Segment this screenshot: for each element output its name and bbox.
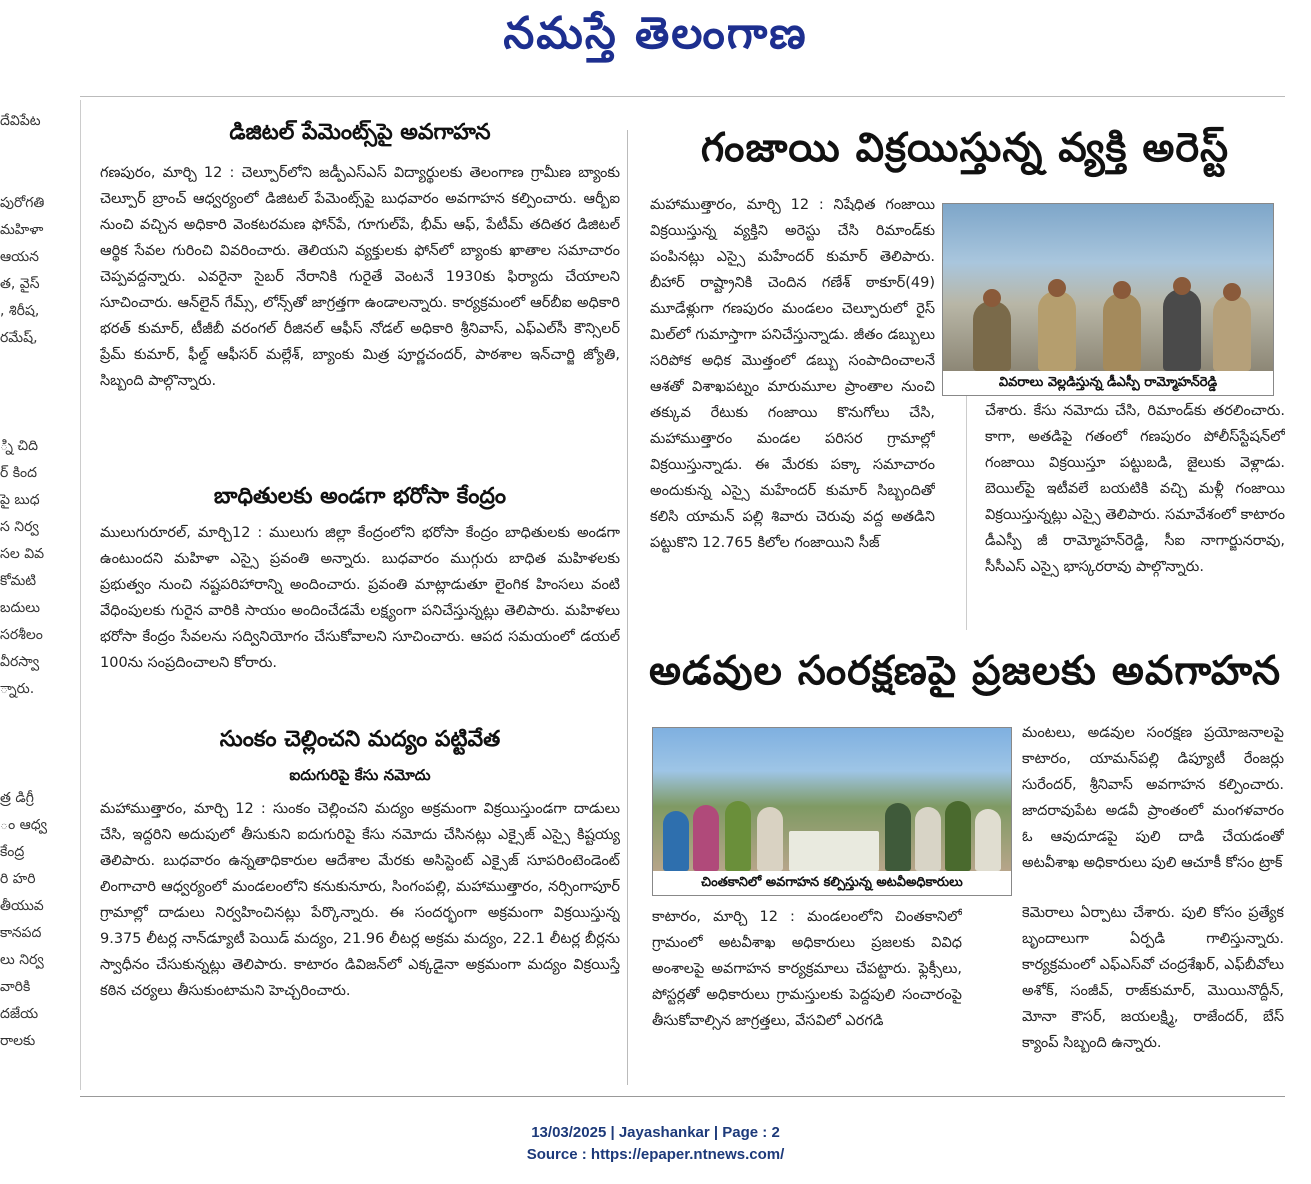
digital-payments-body: గణపురం, మార్చి 12 : చెల్పూర్‌లోని జడ్పీఎస్ఎస్ విద్యార్థులకు తెలంగాణ గ్రామీణ బ్యాంకు చెల్పూర్ బ్రాంచ్ ఆధ్వర్యంలో డిజిటల్ పేమెంట్స్‌పై బుధవారం అవగాహన కల్పించారు. ఆర్బీఐ నుంచి వచ్చిన అధికారి వెంకటరమణ ఫోన్‌పే, గూగుల్‌పే, భీమ్ ఆఫ్, పేటీమ్ తదితర డిజిటల్ ఆర్థిక సేవల గురించి వివరించారు. తెలియని వ్యక్తులకు ఫోన్‌లో బ్యాంకు ఖాతాల సమాచారం చెప్పవద్దన్నారు. ఎవరైనా సైబర్ నేరానికి గురైతే వెంటనే 1930కు ఫిర్యాదు చేయాలని సూచించారు. ఆన్‌లైన్ గేమ్స్, లోన్స్‌తో జాగ్రత్తగా ఉండాలన్నారు. కార్యక్రమంలో ఆర్‌బీఐ అధికారి భరత్ కుమార్, టీజీబీ వరంగల్ రీజినల్ ఆఫీస్ నోడల్ అధికారి శ్రీనివాస్, ఎఫ్ఎల్‌సీ కౌన్సిలర్ ప్రేమ్ కుమార్, ఫీల్డ్ ఆఫీసర్ మల్లేశ్, బ్యాంకు మిత్ర పూర్ణచందర్, పాఠశాల ఇన్‌చార్జి జ్యోతి, సిబ్బంది పాల్గొన్నారు. (100, 165, 620, 389)
margin-fragment: వారికి (0, 979, 31, 995)
forest-body-right-bottom: కెమెరాలు ఏర్పాటు చేశారు. పులి కోసం ప్రత్యేక బృందాలుగా ఏర్పడి గాలిస్తున్నారు. కార్యక్రమంలో ఎఫ్ఎస్‌వో చంద్రశేఖర్, ఎఫ్‌బీవోలు అశోక్, సంజీవ్, రాజ్‌కుమార్, మొయినొద్దీన్, మోనా కౌసర్, జయలక్ష్మి, రాజేందర్, బేస్ క్యాంప్ సిబ్బంది ఉన్నారు. (1022, 905, 1284, 1051)
margin-fragment: బదులు (0, 600, 40, 616)
left-gutter-rule (80, 100, 81, 1090)
ganja-headline: గంజాయి విక్రయిస్తున్న వ్యక్తి అరెస్ట్ (700, 125, 1230, 171)
column-divider (627, 130, 628, 1085)
ganja-body-part2: చేశారు. కేసు నమోదు చేసి, రిమాండ్‌కు తరలించారు. కాగా, అతడిపై గతంలో గణపురం పోలీస్‌స్టేషన్‌లో గంజాయి విక్రయిస్తూ పట్టుబడి, జైలుకు వెళ్లాడు. బెయిల్‌పై ఇటీవలే బయటికి వచ్చి మళ్లీ గంజాయి విక్రయిస్తున్నట్లు ఎస్సై తెలిపారు. సమావేశంలో కాటారం డీఎస్పీ జీ రామ్మోహన్‌రెడ్డి, సీఐ నాగార్జునరావు, సీసీఎస్ ఎస్సై భాస్కరరావు పాల్గొన్నారు. (985, 403, 1285, 575)
liquor-body: మహాముత్తారం, మార్చి 12 : సుంకం చెల్లించని మద్యం అక్రమంగా విక్రయిస్తుండగా దాడులు చేసి, ఇద్దరిని అదుపులో తీసుకుని ఐదుగురిపై కేసు నమోదు చేసినట్లు ఎక్సైజ్ ఎస్సై కిష్టయ్య తెలిపారు. బుధవారం ఉన్నతాధికారుల ఆదేశాల మేరకు అసిస్టెంట్ ఎక్సైజ్ సూపరింటెండెంట్ లింగాచారి ఆధ్వర్యంలో మండలంలోని కనుకునూరు, సింగంపల్లి, మహాముత్తారం, నర్సింగాపూర్ గ్రామాల్లో దాడులు నిర్వహించినట్లు పేర్కొన్నారు. ఈ సందర్భంగా అక్రమంగా విక్రయిస్తున్న 9.375 లీటర్ల నాన్‌డ్యూటీ పెయిడ్ మద్యం, 21.96 లీటర్ల అక్రమ మద్యం, 22.1 లీటర్ల బీర్లను స్వాధీనం చేసుకున్నట్లు తెలిపారు. కాటారం డివిజన్‌లో ఎక్కడైనా అక్రమంగా మద్యం విక్రయిస్తే కఠిన చర్యలు తీసుకుంటామని హెచ్చరించారు. (100, 801, 620, 999)
forest-body-left: కాటారం, మార్చి 12 : మండలంలోని చింతకానిలో గ్రామంలో అటవీశాఖ అధికారులు ప్రజలకు వివిధ అంశాలపై అవగాహన కార్యక్రమాలు చేపట్టారు. ఫ్లెక్సీలు, పోస్టర్లతో అధికారులు గ్రామస్తులకు పెద్దపులి సంచారంపై తీసుకోవాల్సిన జాగ్రత్తలు, వేసవిలో ఎరగడి (652, 909, 962, 1029)
margin-fragment: ర్ కింద (0, 465, 38, 481)
margin-fragment: పై బుధ (0, 492, 40, 508)
bharosa-body: ములుగురూరల్, మార్చి12 : ములుగు జిల్లా కేంద్రంలోని భరోసా కేంద్రం బాధితులకు అండగా ఉంటుందని మహిళా ఎస్సై ప్రవంతి అన్నారు. బుధవారం ముగ్గురు బాధిత మహిళలకు ప్రభుత్వం నుంచి నష్టపరిహారాన్ని అందించారు. ప్రవంతి మాట్లాడుతూ లైంగిక హింసలు వంటి వేధింపులకు గురైన వారికి సాయం అందించేడమే లక్ష్యంగా పనిచేస్తున్నట్లు తెలిపారు. మహిళలు భరోసా కేంద్రం సేవలను సద్వినియోగం చేసుకోవాలని సూచించారు. ఆపద సమయంలో డయల్ 100ను సంప్రదించాలని కోరారు. (100, 525, 620, 671)
margin-fragment: తీయువ (0, 898, 44, 914)
margin-fragment: స నిర్వ (0, 519, 39, 535)
margin-fragment: సరశీలం (0, 627, 43, 643)
margin-fragment: కేంద్ర (0, 844, 25, 860)
margin-fragment: సల వివ (0, 546, 45, 562)
masthead: నమస్తే తెలంగాణ (503, 8, 808, 59)
margin-fragment: దజేయ (0, 1006, 39, 1022)
margin-fragment: వీరస్వా (0, 654, 40, 670)
margin-fragment: ఆయన (0, 249, 40, 265)
digital-payments-headline: డిజిటల్ పేమెంట్స్‌పై అవగాహన (229, 120, 491, 145)
margin-fragment: పురోగతి (0, 195, 45, 211)
dsp-press-photo (942, 203, 1274, 372)
margin-fragment: కానపద (0, 925, 42, 941)
footer-source[interactable]: Source : https://epaper.ntnews.com/ (526, 1146, 785, 1163)
margin-fragment: ం ఆధ్వ (0, 817, 48, 833)
margin-fragment: , శిరీష, (0, 303, 40, 319)
margin-fragment: రమేష్, (0, 330, 38, 346)
bottom-rule (80, 1096, 1285, 1097)
bharosa-headline: బాధితులకు అండగా భరోసా కేంద్రం (213, 484, 507, 509)
margin-fragment: కోమటి (0, 573, 37, 589)
margin-fragment: త, వైస్ (0, 276, 40, 292)
footer-date-edition: 13/03/2025 | Jayashankar | Page : 2 (531, 1124, 780, 1141)
margin-fragment: ్ని చిది (0, 438, 38, 454)
margin-fragment: ్నారు. (0, 681, 35, 697)
margin-fragment: రాలకు (0, 1033, 36, 1049)
inner-column-divider (966, 380, 967, 630)
forest-awareness-photo (652, 727, 1012, 872)
liquor-subhead: ఐదుగురిపై కేసు నమోదు (289, 766, 431, 784)
forest-photo-caption: చింతకానిలో అవగాహన కల్పిస్తున్న అటవీఅధికారులు (652, 871, 1012, 896)
liquor-headline: సుంకం చెల్లించని మద్యం పట్టివేత (219, 727, 501, 752)
forest-body-right-top: మంటలు, అడవుల సంరక్షణ ప్రయోజనాలపై కాటారం, యామన్‌పల్లి డిప్యూటీ రేంజర్లు సురేందర్, శ్రీనివాస్ అవగాహన కల్పించారు. జాదరావుపేట అడవీ ప్రాంతంలో మంగళవారం ఓ ఆవుదూడపై పులి దాడి చేయడంతో అటవీశాఖ అధికారులు పులి ఆచూకీ కోసం ట్రాక్ (1022, 725, 1284, 871)
forest-headline: అడవుల సంరక్షణపై ప్రజలకు అవగాహన (648, 648, 1282, 694)
margin-fragment: లు నిర్వ (0, 952, 44, 968)
margin-fragment: మహిళా (0, 222, 44, 238)
margin-fragment: రి హరి (0, 871, 36, 887)
dsp-photo-caption: వివరాలు వెల్లడిస్తున్న డీఎస్పీ రామ్మోహన్‌రెడ్డి (942, 371, 1274, 396)
margin-fragment: దేవిపేట (0, 113, 41, 129)
ganja-body-part1: మహాముత్తారం, మార్చి 12 : నిషేధిత గంజాయి విక్రయిస్తున్న వ్యక్తిని అరెస్టు చేసి రిమాండ్‌కు పంపినట్లు ఎస్సై మహేందర్ కుమార్ తెలిపారు. బీహార్ రాష్ట్రానికి చెందిన గణేశ్ ఠాకూర్(49) మూడేళ్లుగా గణపురం మండలం చెల్పూరులో రైస్ మిల్‌లో గుమాస్తాగా పనిచేస్తున్నాడు. జీతం డబ్బులు సరిపోక అధిక మొత్తంలో డబ్బు సంపాదించాలనే ఆశతో విశాఖపట్నం మారుమూల ప్రాంతాల నుంచి తక్కువ రేటుకు గంజాయి కొనుగోలు చేసి, మహాముత్తారం మండల పరిసర గ్రామాల్లో విక్రయిస్తున్నాడు. ఈ మేరకు పక్కా సమాచారం అందుకున్న ఎస్సై మహేందర్ కుమార్ సిబ్బందితో కలిసి యామన్ పల్లి శివారు చెరువు వద్ద అతడిని పట్టుకొని 12.765 కిలోల గంజాయిని సీజ్ (650, 197, 935, 551)
margin-fragment: త్ర డిగ్రీ (0, 790, 34, 806)
top-rule (80, 96, 1285, 97)
